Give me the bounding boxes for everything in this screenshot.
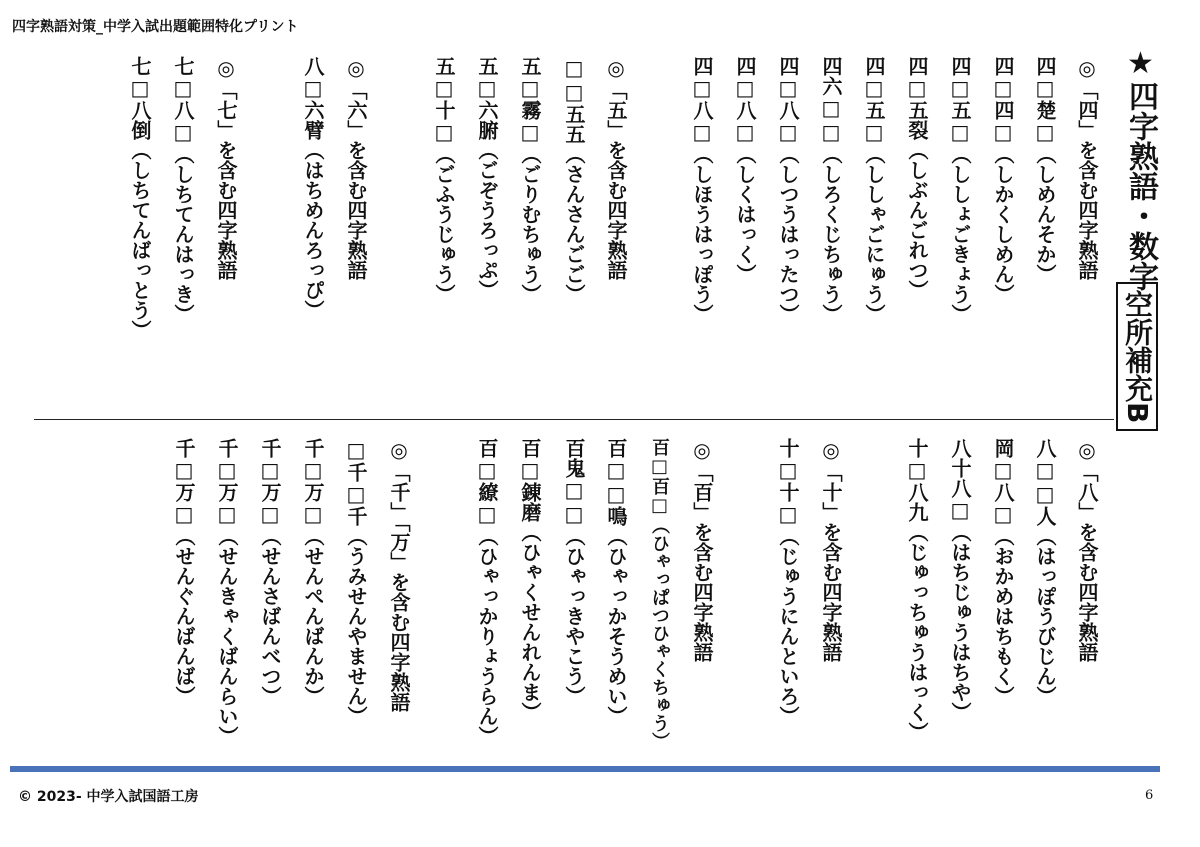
bottom-section-heading-eight: ◎「八」を含む四字熟語 (1075, 438, 1099, 662)
top-item: 四□五裂（しぶんごれつ） (905, 56, 929, 300)
top-item: 四□四□（しかくしめん） (991, 56, 1015, 304)
top-item: □□五五（さんさんごご） (562, 56, 586, 304)
bottom-item: 百□繚□（ひゃっかりょうらん） (475, 438, 499, 746)
top-item: 四□五□（ししゃごにゅう） (862, 56, 886, 324)
bottom-item: 百□百□（ひゃっぱつひゃくちゅう） (649, 438, 670, 750)
page-number: 6 (1145, 788, 1154, 803)
top-item: 四□八□（しくはっく） (733, 56, 757, 284)
top-item: 五□霧□（ごりむちゅう） (518, 56, 542, 304)
top-item: 七□八□（しちてんはっき） (171, 56, 195, 324)
top-item: 四□八□（しつうはったつ） (776, 56, 800, 324)
top-item: 七□八倒（しちてんばっとう） (128, 56, 152, 340)
bottom-item: 千□万□（せんぐんばんば） (172, 438, 196, 706)
bottom-item: □千□千（うみせんやません） (344, 438, 368, 726)
copyright-text: © 2023- 中学入試国語工房 (18, 789, 199, 805)
bottom-section-heading-thousand: ◎「千」「万」を含む四字熟語 (387, 438, 411, 712)
footer-rule (10, 766, 1160, 772)
worksheet-title: ★四字熟語・数字 (1123, 46, 1158, 291)
bottom-item: 千□万□（せんさばんべつ） (258, 438, 282, 706)
worksheet-label-box: 空所補充B (1116, 282, 1158, 431)
section-divider (34, 419, 1114, 420)
top-section-heading-four: ◎「四」を含む四字熟語 (1075, 56, 1099, 280)
page-header-title: 四字熟語対策_中学入試出題範囲特化プリント (12, 19, 299, 35)
bottom-item: 八□□人（はっぽうびじん） (1033, 438, 1057, 706)
top-item: 四□八□（しほうはっぽう） (690, 56, 714, 324)
bottom-item: 千□万□（せんぺんばんか） (301, 438, 325, 706)
top-item: 四□五□（ししょごきょう） (948, 56, 972, 324)
top-item: 五□六腑（ごぞうろっぷ） (475, 56, 499, 300)
top-section-heading-six: ◎「六」を含む四字熟語 (344, 56, 368, 280)
top-section-heading-five: ◎「五」を含む四字熟語 (604, 56, 628, 280)
bottom-item: 八十八□（はちじゅうはちや） (948, 438, 972, 722)
bottom-item: 百鬼□□（ひゃっきやこう） (562, 438, 586, 706)
bottom-item: 千□万□（せんきゃくばんらい） (215, 438, 239, 746)
bottom-item: 百□□鳴（ひゃっかそうめい） (604, 438, 628, 726)
bottom-item: 百□錬磨（ひゃくせんれんま） (518, 438, 542, 722)
bottom-section-heading-ten: ◎「十」を含む四字熟語 (819, 438, 843, 662)
bottom-item: 十□十□（じゅうにんといろ） (776, 438, 800, 726)
top-item: 四六□□（しろくじちゅう） (819, 56, 843, 324)
bottom-item: 十□八九（じゅっちゅうはっく） (905, 438, 929, 742)
top-item: 八□六臂（はちめんろっぴ） (301, 56, 325, 320)
top-item: 四□楚□（しめんそか） (1033, 56, 1057, 284)
top-section-heading-seven: ◎「七」を含む四字熟語 (214, 56, 238, 280)
bottom-section-heading-hundred: ◎「百」を含む四字熟語 (690, 438, 714, 662)
bottom-item: 岡□八□（おかめはちもく） (991, 438, 1015, 706)
top-item: 五□十□（ごふうじゅう） (432, 56, 456, 304)
